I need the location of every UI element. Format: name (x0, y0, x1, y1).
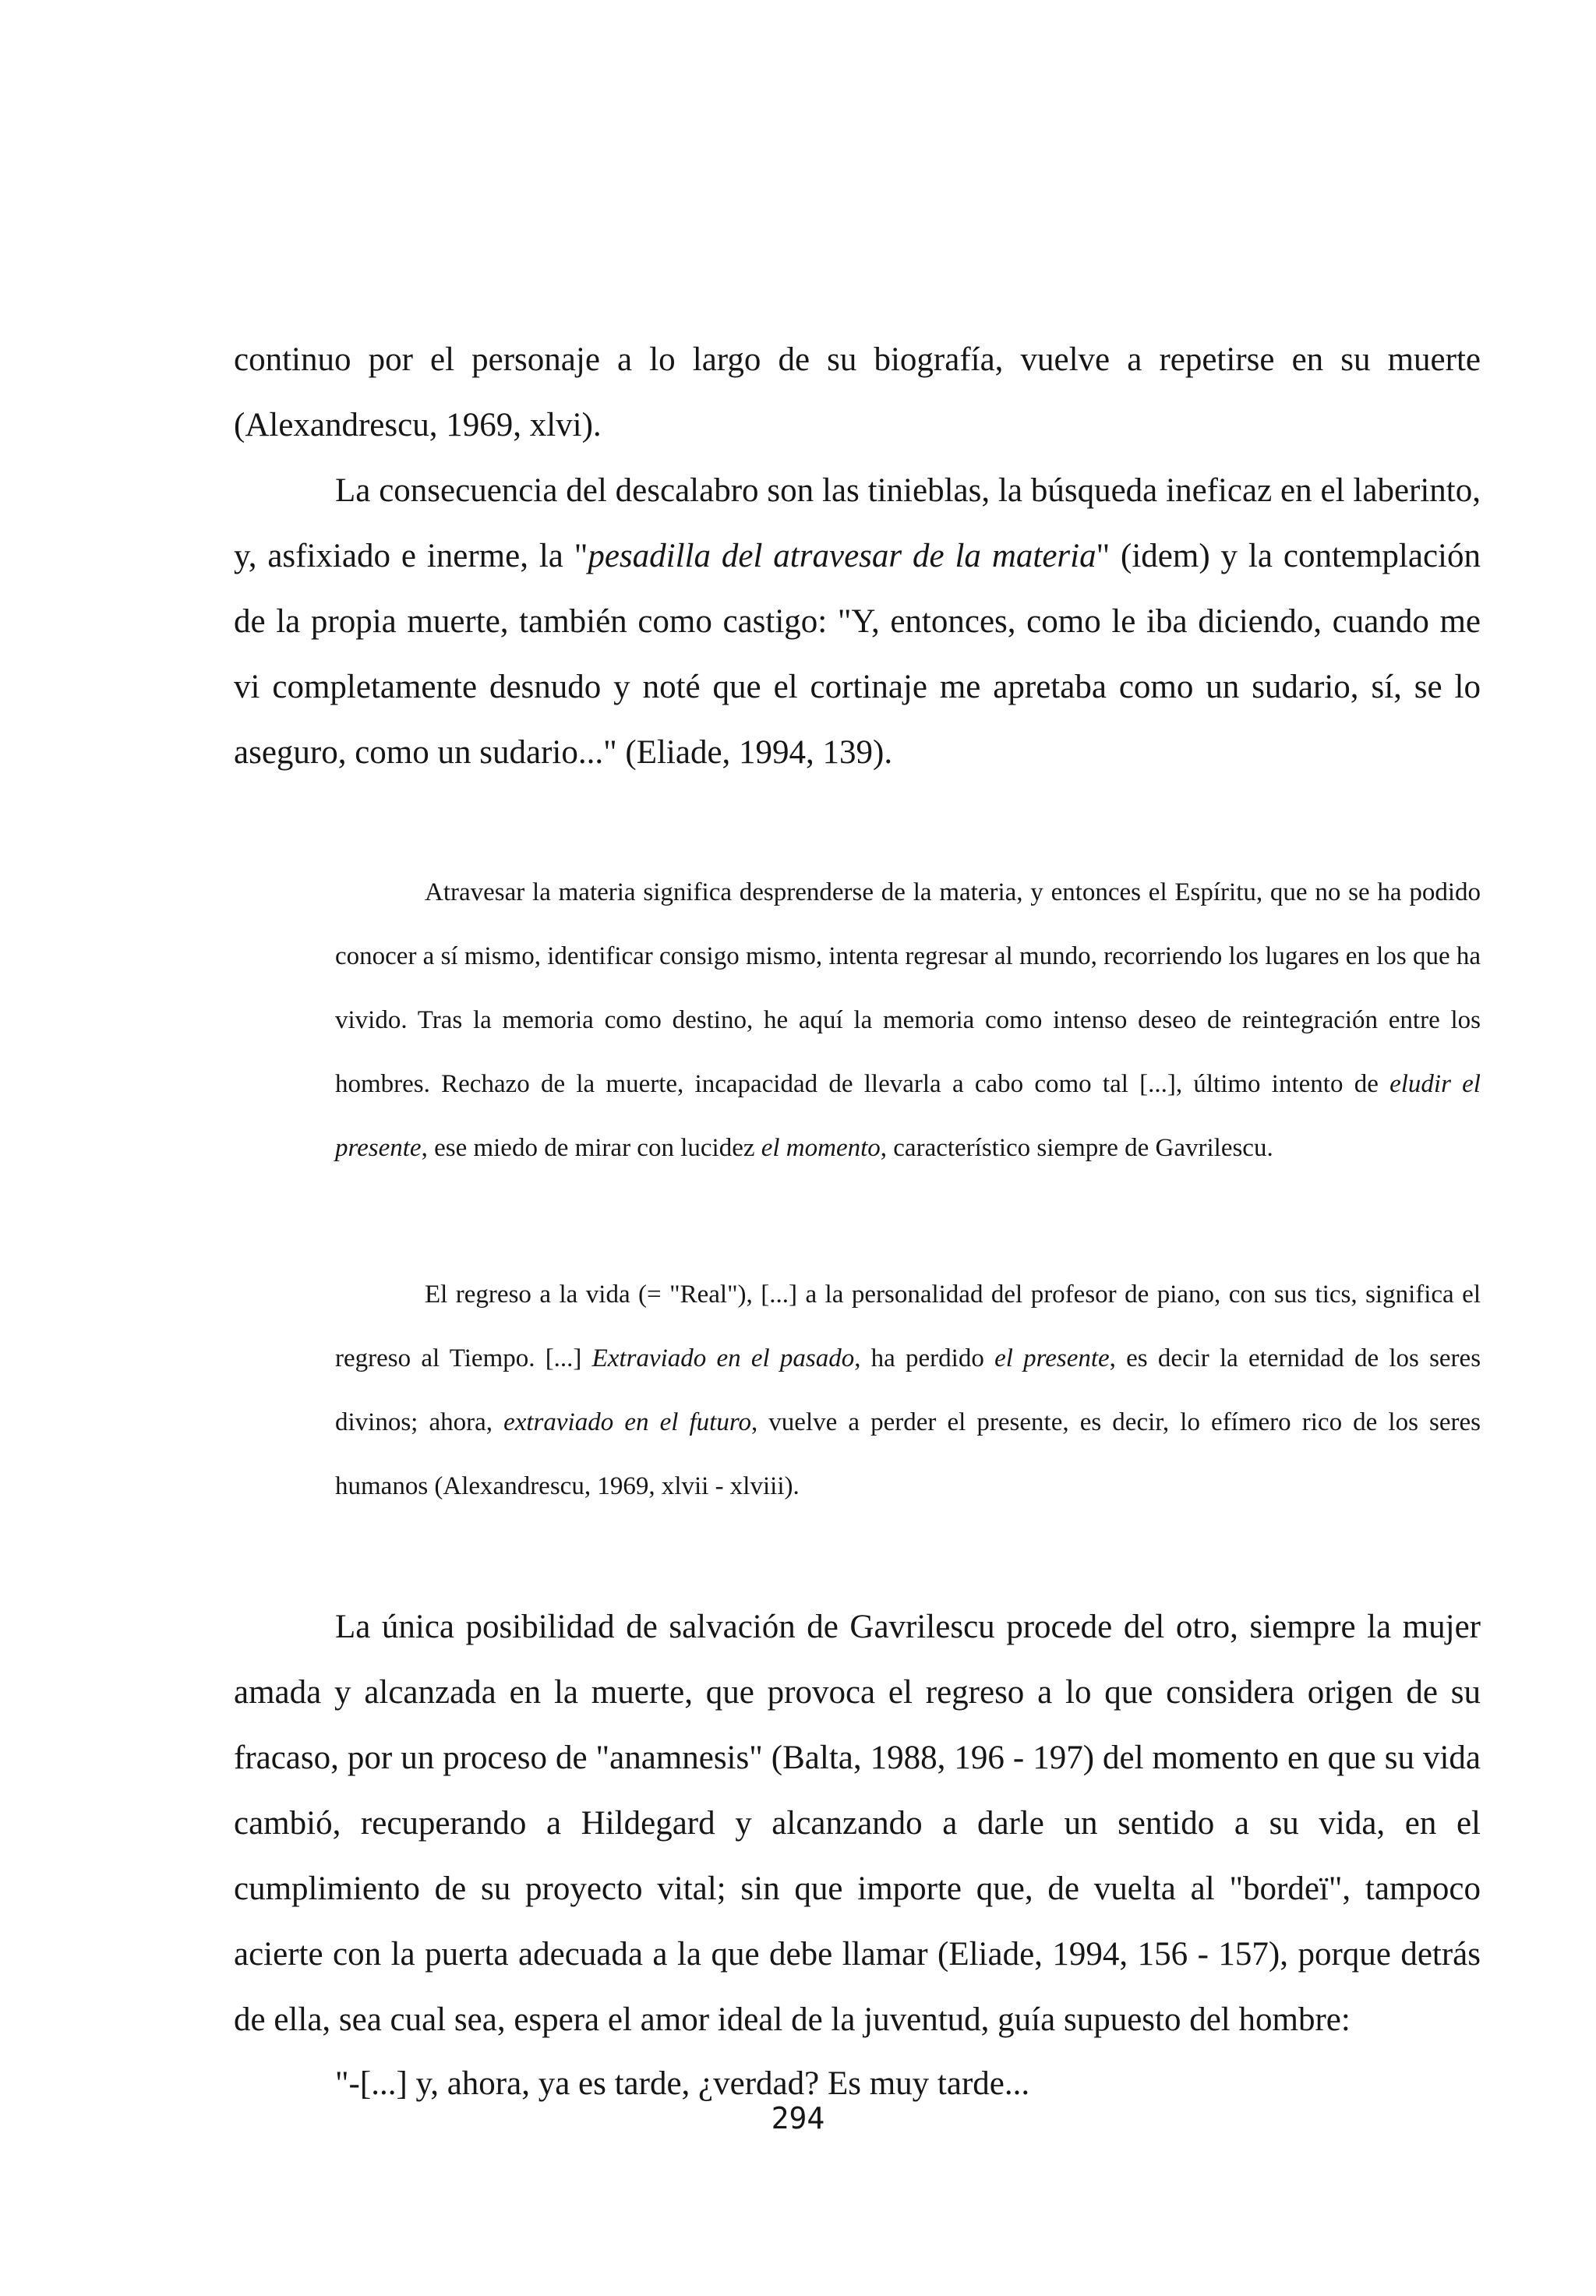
page-number: 294 (771, 2101, 825, 2135)
block-quote-paragraph-1 (335, 860, 1481, 1180)
italic-phrase: eludir el presente (335, 1070, 1481, 1162)
italic-phrase: pesadilla del atravesar de la materia (588, 538, 1096, 574)
paragraph-descalabro (234, 458, 1481, 786)
quote-text: , es decir la eternidad de los seres divinos; ahora, (335, 1344, 1481, 1436)
italic-phrase: Extraviado en el pasado (591, 1344, 855, 1372)
paragraph-text: La consecuencia del descalabro son las tinieblas, la búsqueda ineficaz en el laberinto, y, asfixiado e inerme, la " (234, 472, 1481, 574)
italic-phrase: el momento (761, 1134, 881, 1162)
block-quote-paragraph-2 (335, 1263, 1481, 1518)
italic-phrase: extraviado en el futuro (503, 1408, 751, 1436)
quote-text: , vuelve a perder el presente, es decir, lo efímero rico de los seres humanos (Alexandrescu, 1969, xlvii - xlviii). (335, 1408, 1481, 1500)
paragraph-continuation: continuo por el personaje a lo largo de su biografía, vuelve a repetirse en su muerte (Alexandrescu, 1969, xlvi). (234, 341, 1481, 443)
paragraph-text: " (idem) y la contemplación de la propia muerte, también como castigo: "Y, entonces, como le iba diciendo, cuando me vi completamente desnudo y noté que el cortinaje me apretaba como un sudario, sí, se lo aseguro, como un sudario..." (Eliade, 1994, 139). (234, 538, 1481, 771)
quote-text: El regreso a la vida (= "Real"), [...] a la personalidad del profesor de piano, con sus tics, significa el regreso al Tiempo. [...] (335, 1280, 1481, 1372)
italic-phrase: el presente (994, 1344, 1110, 1372)
quote-text: Atravesar la materia significa desprenderse de la materia, y entonces el Espíritu, que no se ha podido conocer a sí mismo, identificar consigo mismo, intenta regresar al mundo, recorriendo los lugares en los que ha vivido. Tras la memoria como destino, he aquí la memoria como intenso deseo de reintegración entre los hombres. Rechazo de la muerte, incapacidad de llevarla a cabo como tal [...], último intento de (335, 878, 1481, 1098)
quote-text: , ha perdido (854, 1344, 995, 1372)
dialogue-line: "-[...] y, ahora, ya es tarde, ¿verdad? Es muy tarde... (335, 2065, 1030, 2102)
paragraph-salvacion: La única posibilidad de salvación de Gavrilescu procede del otro, siempre la mujer amada y alcanzada en la muerte, que provoca el regreso a lo que considera origen de su fracaso, por un proceso de "anamnesis" (Balta, 1988, 196 - 197) del momento en que su vida cambió, recuperando a Hildegard y alcanzando a darle un sentido a su vida, en el cumplimiento de su proyecto vital; sin que importe que, de vuelta al "bordeï", tampoco acierte con la puerta adecuada a la que debe llamar (Eliade, 1994, 156 - 157), porque detrás de ella, sea cual sea, espera el amor ideal de la juventud, guía supuesto del hombre: (234, 1609, 1481, 2038)
quote-text: , característico siempre de Gavrilescu. (880, 1134, 1273, 1162)
quote-text: , ese miedo de mirar con lucidez (421, 1134, 761, 1162)
